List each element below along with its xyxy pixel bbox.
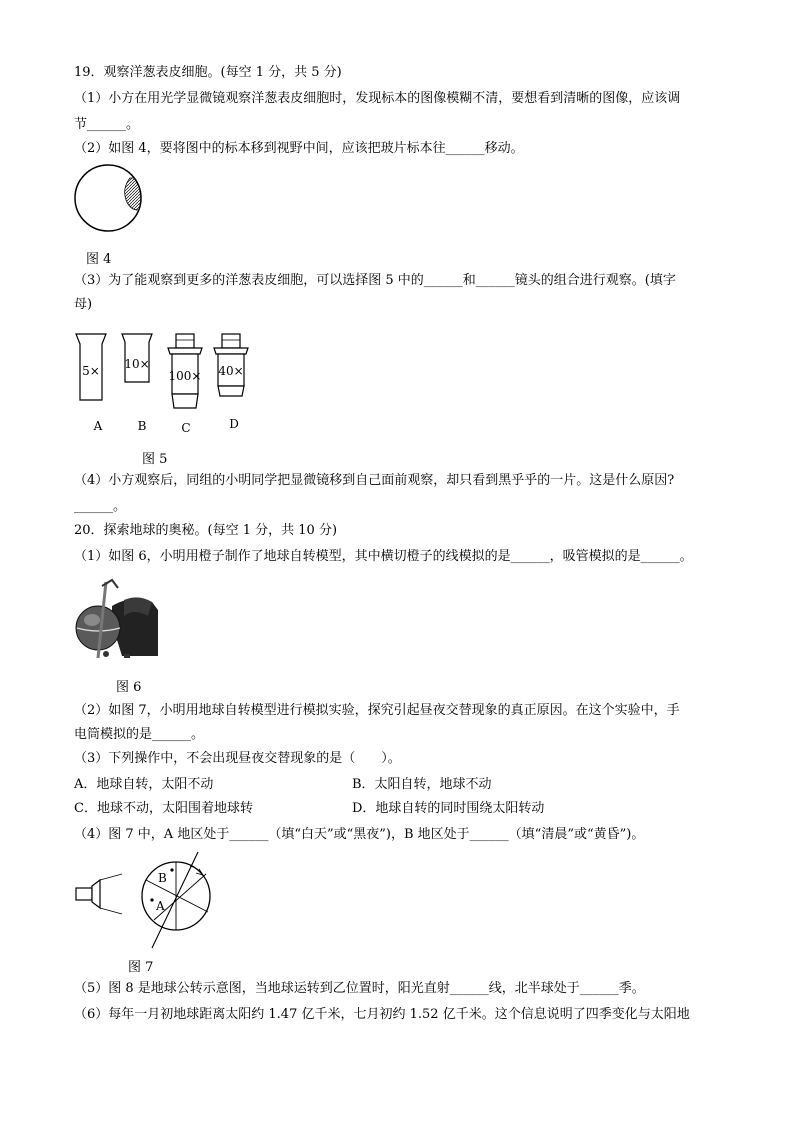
figure-5-caption: 图 5 (142, 452, 168, 467)
lens-b-letter: B (137, 419, 147, 433)
q19-part2: （2）如图 4，要将图中的标本移到视野中间，应该把玻片标本往______移动。 (74, 141, 524, 156)
flashlight-icon (76, 874, 122, 914)
point-a (150, 898, 153, 901)
q20-part2-line2: 电筒模拟的是______。 (74, 727, 205, 742)
q19-part3-line2: 母) (74, 297, 93, 312)
figure-6-orange-model-photo (72, 576, 158, 660)
q20-part4: （4）图 7 中，A 地区处于______（填“白天”或“黑夜”)，B 地区处于______（填“清晨”或“黄昏”)。 (74, 827, 645, 842)
q20-part6: （6）每年一月初地球距离太阳约 1.47 亿千米，七月初约 1.52 亿千米。这个信息说明了四季变化与太阳地 (74, 1007, 690, 1022)
point-b (170, 868, 173, 871)
lens-a-letter: A (93, 419, 103, 433)
lens-c-magnification: 100× (168, 369, 202, 383)
q20-part2-line1: （2）如图 7，小明用地球自转模型进行模拟实验，探究引起昼夜交替现象的真正原因。在这个实验中，手 (74, 703, 680, 718)
orange (76, 606, 120, 650)
lens-d-objective (214, 334, 248, 431)
option-b: B．太阳自转，地球不动 (352, 777, 492, 792)
option-d: D．地球自转的同时围绕太阳转动 (352, 801, 545, 816)
lens-d-letter: D (229, 417, 239, 431)
option-c: C．地球不动，太阳围着地球转 (74, 801, 253, 816)
q20-title: 20．探索地球的奥秘。(每空 1 分，共 10 分) (74, 523, 338, 538)
q19-part4-line2: ______。 (74, 499, 127, 514)
figure-6-caption: 图 6 (116, 680, 142, 695)
q20-part5: （5）图 8 是地球公转示意图，当地球运转到乙位置时，阳光直射______线，北半球处于______季。 (74, 981, 645, 996)
q19-part1-line1: （1）小方在用光学显微镜观察洋葱表皮细胞时，发现标本的图像模糊不清，要想看到清晰的图像，应该调 (74, 91, 681, 106)
q19-title: 19．观察洋葱表皮细胞。(每空 1 分，共 5 分) (74, 65, 342, 80)
lens-d-magnification: 40× (218, 364, 244, 378)
globe-label-a: A (156, 899, 165, 913)
figure-4-caption: 图 4 (86, 252, 112, 267)
q20-part1: （1）如图 6，小明用橙子制作了地球自转模型，其中横切橙子的线模拟的是______，吸管模拟的是______。 (74, 549, 693, 564)
option-a: A．地球自转，太阳不动 (74, 777, 214, 792)
figure-7-caption: 图 7 (128, 960, 154, 975)
q20-part3: （3）下列操作中，不会出现昼夜交替现象的是（ ）。 (74, 751, 401, 766)
globe-label-b: B (158, 871, 167, 885)
globe (142, 852, 210, 948)
q19-part1-line2: 节______。 (74, 117, 140, 132)
lens-c-letter: C (181, 421, 191, 435)
figure-5-lenses (72, 328, 262, 438)
q19-part4-line1: （4）小方观察后，同组的小明同学把显微镜移到自己面前观察，却只看到黑乎乎的一片。这是什么原因? (74, 473, 675, 488)
lens-c-objective (168, 334, 202, 435)
q19-part3-line1: （3）为了能观察到更多的洋葱表皮细胞，可以选择图 5 中的______和______镜头的组合进行观察。(填字 (74, 273, 676, 288)
lens-a-eyepiece (76, 334, 106, 433)
figure-4-microscope-view (72, 160, 152, 238)
lens-b-magnification: 10× (124, 357, 150, 371)
lens-b-eyepiece (122, 334, 152, 433)
figure-7-flashlight-globe (72, 850, 222, 952)
lens-a-magnification: 5× (82, 364, 100, 378)
